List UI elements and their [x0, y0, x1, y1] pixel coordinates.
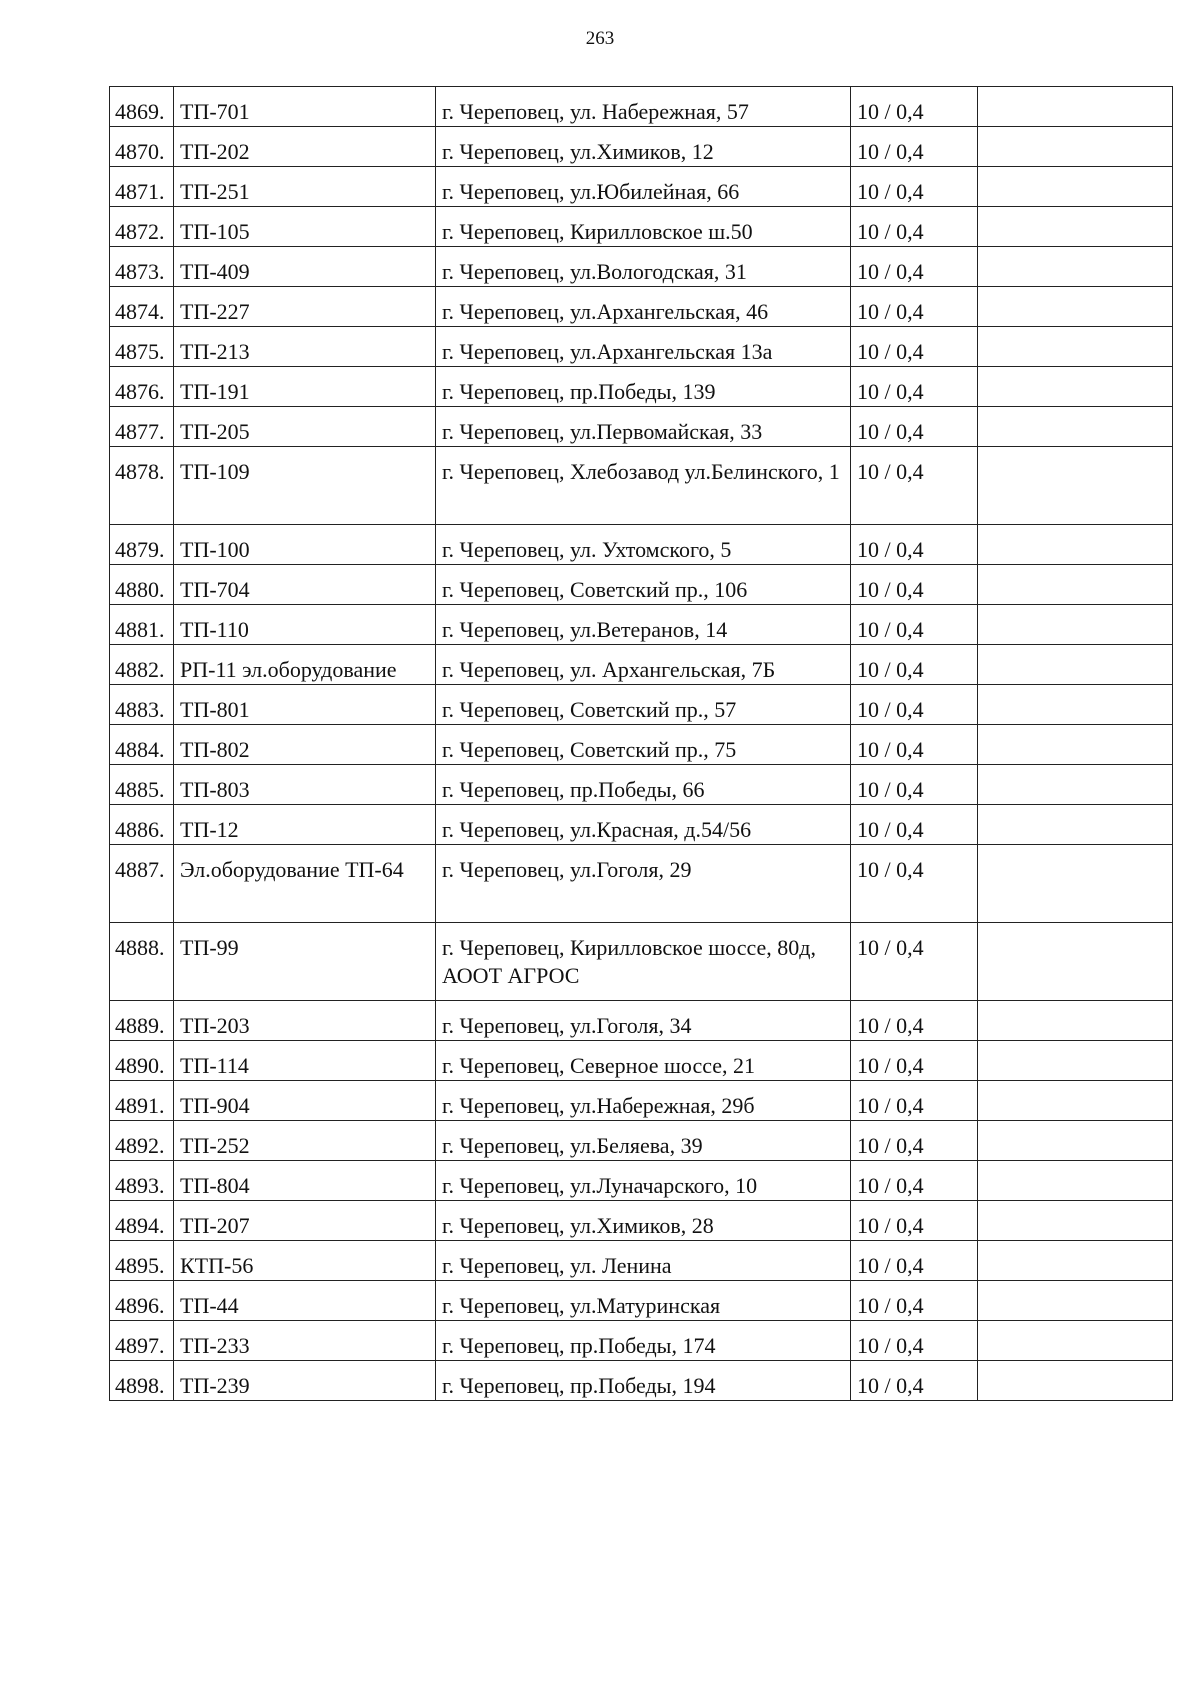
object-address: г. Череповец, ул.Химиков, 28 [436, 1201, 851, 1241]
row-number: 4890. [110, 1041, 174, 1081]
row-number: 4870. [110, 127, 174, 167]
object-address: г. Череповец, пр.Победы, 194 [436, 1361, 851, 1401]
object-name: ТП-701 [174, 87, 436, 127]
object-address: г. Череповец, ул.Красная, д.54/56 [436, 805, 851, 845]
extra-cell [978, 685, 1173, 725]
object-address: г. Череповец, ул.Матуринская [436, 1281, 851, 1321]
table-row [110, 1161, 1173, 1201]
extra-cell [978, 1001, 1173, 1041]
extra-cell [978, 525, 1173, 565]
voltage-class: 10 / 0,4 [851, 525, 978, 565]
row-number: 4892. [110, 1121, 174, 1161]
extra-cell [978, 1081, 1173, 1121]
row-number: 4871. [110, 167, 174, 207]
table-row [110, 685, 1173, 725]
extra-cell [978, 725, 1173, 765]
voltage-class: 10 / 0,4 [851, 1161, 978, 1201]
voltage-class: 10 / 0,4 [851, 1241, 978, 1281]
extra-cell [978, 1201, 1173, 1241]
extra-cell [978, 207, 1173, 247]
table-row [110, 565, 1173, 605]
extra-cell [978, 1321, 1173, 1361]
object-address: г. Череповец, Кирилловское шоссе, 80д, АООТ АГРОС [436, 923, 851, 1001]
object-name: ТП-191 [174, 367, 436, 407]
extra-cell [978, 845, 1173, 923]
table-row [110, 845, 1173, 923]
extra-cell [978, 447, 1173, 525]
table-row [110, 247, 1173, 287]
object-name: ТП-202 [174, 127, 436, 167]
table-row [110, 407, 1173, 447]
object-name: ТП-114 [174, 1041, 436, 1081]
extra-cell [978, 127, 1173, 167]
row-number: 4882. [110, 645, 174, 685]
object-address: г. Череповец, Хлебозавод ул.Белинского, 1 [436, 447, 851, 525]
object-name: ТП-105 [174, 207, 436, 247]
extra-cell [978, 605, 1173, 645]
voltage-class: 10 / 0,4 [851, 765, 978, 805]
row-number: 4881. [110, 605, 174, 645]
object-address: г. Череповец, Советский пр., 57 [436, 685, 851, 725]
voltage-class: 10 / 0,4 [851, 1281, 978, 1321]
table-row [110, 805, 1173, 845]
voltage-class: 10 / 0,4 [851, 1201, 978, 1241]
extra-cell [978, 367, 1173, 407]
table-row [110, 1001, 1173, 1041]
extra-cell [978, 1041, 1173, 1081]
table-row [110, 765, 1173, 805]
object-address: г. Череповец, ул.Архангельская, 46 [436, 287, 851, 327]
voltage-class: 10 / 0,4 [851, 565, 978, 605]
table-row [110, 1041, 1173, 1081]
object-name: ТП-802 [174, 725, 436, 765]
object-address: г. Череповец, Советский пр., 106 [436, 565, 851, 605]
table-row [110, 207, 1173, 247]
object-address: г. Череповец, Кирилловское ш.50 [436, 207, 851, 247]
voltage-class: 10 / 0,4 [851, 845, 978, 923]
object-name: ТП-704 [174, 565, 436, 605]
object-address: г. Череповец, ул. Архангельская, 7Б [436, 645, 851, 685]
extra-cell [978, 1121, 1173, 1161]
extra-cell [978, 87, 1173, 127]
table-row [110, 447, 1173, 525]
voltage-class: 10 / 0,4 [851, 207, 978, 247]
voltage-class: 10 / 0,4 [851, 805, 978, 845]
object-name: ТП-100 [174, 525, 436, 565]
table-row [110, 525, 1173, 565]
object-name: ТП-213 [174, 327, 436, 367]
table-row [110, 605, 1173, 645]
voltage-class: 10 / 0,4 [851, 923, 978, 1001]
row-number: 4879. [110, 525, 174, 565]
voltage-class: 10 / 0,4 [851, 167, 978, 207]
object-address: г. Череповец, ул. Ленина [436, 1241, 851, 1281]
row-number: 4894. [110, 1201, 174, 1241]
object-address: г. Череповец, ул.Химиков, 12 [436, 127, 851, 167]
table-row [110, 1321, 1173, 1361]
row-number: 4874. [110, 287, 174, 327]
row-number: 4883. [110, 685, 174, 725]
table-row [110, 1241, 1173, 1281]
table-row [110, 1201, 1173, 1241]
object-name: ТП-804 [174, 1161, 436, 1201]
voltage-class: 10 / 0,4 [851, 1001, 978, 1041]
row-number: 4884. [110, 725, 174, 765]
extra-cell [978, 1241, 1173, 1281]
object-address: г. Череповец, ул.Луначарского, 10 [436, 1161, 851, 1201]
row-number: 4872. [110, 207, 174, 247]
extra-cell [978, 765, 1173, 805]
table-row [110, 923, 1173, 1001]
object-name: ТП-44 [174, 1281, 436, 1321]
row-number: 4877. [110, 407, 174, 447]
extra-cell [978, 327, 1173, 367]
voltage-class: 10 / 0,4 [851, 1321, 978, 1361]
object-name: ТП-409 [174, 247, 436, 287]
extra-cell [978, 1161, 1173, 1201]
voltage-class: 10 / 0,4 [851, 447, 978, 525]
object-address: г. Череповец, ул.Юбилейная, 66 [436, 167, 851, 207]
row-number: 4895. [110, 1241, 174, 1281]
extra-cell [978, 565, 1173, 605]
object-name: ТП-252 [174, 1121, 436, 1161]
row-number: 4889. [110, 1001, 174, 1041]
table-row [110, 127, 1173, 167]
extra-cell [978, 645, 1173, 685]
object-name: ТП-803 [174, 765, 436, 805]
page-number: 263 [585, 28, 615, 49]
row-number: 4873. [110, 247, 174, 287]
object-name: РП-11 эл.оборудование [174, 645, 436, 685]
object-name: ТП-227 [174, 287, 436, 327]
extra-cell [978, 805, 1173, 845]
voltage-class: 10 / 0,4 [851, 287, 978, 327]
extra-cell [978, 287, 1173, 327]
object-address: г. Череповец, ул.Первомайская, 33 [436, 407, 851, 447]
voltage-class: 10 / 0,4 [851, 327, 978, 367]
object-name: ТП-12 [174, 805, 436, 845]
extra-cell [978, 1281, 1173, 1321]
table-row [110, 167, 1173, 207]
extra-cell [978, 923, 1173, 1001]
voltage-class: 10 / 0,4 [851, 87, 978, 127]
object-name: ТП-207 [174, 1201, 436, 1241]
object-address: г. Череповец, ул. Ухтомского, 5 [436, 525, 851, 565]
object-name: Эл.оборудование ТП-64 [174, 845, 436, 923]
table-row [110, 1081, 1173, 1121]
object-address: г. Череповец, ул.Набережная, 29б [436, 1081, 851, 1121]
row-number: 4876. [110, 367, 174, 407]
substation-table [109, 86, 1173, 1401]
voltage-class: 10 / 0,4 [851, 645, 978, 685]
row-number: 4875. [110, 327, 174, 367]
table-row [110, 1121, 1173, 1161]
object-address: г. Череповец, ул.Гоголя, 29 [436, 845, 851, 923]
object-address: г. Череповец, ул.Беляева, 39 [436, 1121, 851, 1161]
voltage-class: 10 / 0,4 [851, 685, 978, 725]
row-number: 4885. [110, 765, 174, 805]
object-address: г. Череповец, Советский пр., 75 [436, 725, 851, 765]
object-name: ТП-239 [174, 1361, 436, 1401]
voltage-class: 10 / 0,4 [851, 1081, 978, 1121]
table-row [110, 1281, 1173, 1321]
row-number: 4880. [110, 565, 174, 605]
voltage-class: 10 / 0,4 [851, 1121, 978, 1161]
row-number: 4898. [110, 1361, 174, 1401]
extra-cell [978, 407, 1173, 447]
voltage-class: 10 / 0,4 [851, 1361, 978, 1401]
extra-cell [978, 1361, 1173, 1401]
object-name: ТП-233 [174, 1321, 436, 1361]
object-name: ТП-205 [174, 407, 436, 447]
row-number: 4869. [110, 87, 174, 127]
voltage-class: 10 / 0,4 [851, 725, 978, 765]
table-row [110, 645, 1173, 685]
table-row [110, 287, 1173, 327]
object-address: г. Череповец, пр.Победы, 174 [436, 1321, 851, 1361]
object-name: ТП-251 [174, 167, 436, 207]
row-number: 4888. [110, 923, 174, 1001]
object-address: г. Череповец, ул.Гоголя, 34 [436, 1001, 851, 1041]
row-number: 4886. [110, 805, 174, 845]
object-address: г. Череповец, пр.Победы, 66 [436, 765, 851, 805]
object-name: ТП-801 [174, 685, 436, 725]
table-body [110, 87, 1173, 1401]
row-number: 4878. [110, 447, 174, 525]
table-row [110, 87, 1173, 127]
row-number: 4893. [110, 1161, 174, 1201]
voltage-class: 10 / 0,4 [851, 605, 978, 645]
object-name: КТП-56 [174, 1241, 436, 1281]
row-number: 4896. [110, 1281, 174, 1321]
object-name: ТП-99 [174, 923, 436, 1001]
table-row [110, 367, 1173, 407]
object-name: ТП-203 [174, 1001, 436, 1041]
object-name: ТП-110 [174, 605, 436, 645]
voltage-class: 10 / 0,4 [851, 247, 978, 287]
object-address: г. Череповец, ул.Вологодская, 31 [436, 247, 851, 287]
voltage-class: 10 / 0,4 [851, 127, 978, 167]
object-name: ТП-904 [174, 1081, 436, 1121]
row-number: 4891. [110, 1081, 174, 1121]
table-row [110, 1361, 1173, 1401]
voltage-class: 10 / 0,4 [851, 367, 978, 407]
row-number: 4887. [110, 845, 174, 923]
object-name: ТП-109 [174, 447, 436, 525]
object-address: г. Череповец, ул.Ветеранов, 14 [436, 605, 851, 645]
object-address: г. Череповец, Северное шоссе, 21 [436, 1041, 851, 1081]
table-row [110, 327, 1173, 367]
extra-cell [978, 247, 1173, 287]
object-address: г. Череповец, ул. Набережная, 57 [436, 87, 851, 127]
object-address: г. Череповец, пр.Победы, 139 [436, 367, 851, 407]
voltage-class: 10 / 0,4 [851, 1041, 978, 1081]
voltage-class: 10 / 0,4 [851, 407, 978, 447]
object-address: г. Череповец, ул.Архангельская 13а [436, 327, 851, 367]
row-number: 4897. [110, 1321, 174, 1361]
table-row [110, 725, 1173, 765]
extra-cell [978, 167, 1173, 207]
